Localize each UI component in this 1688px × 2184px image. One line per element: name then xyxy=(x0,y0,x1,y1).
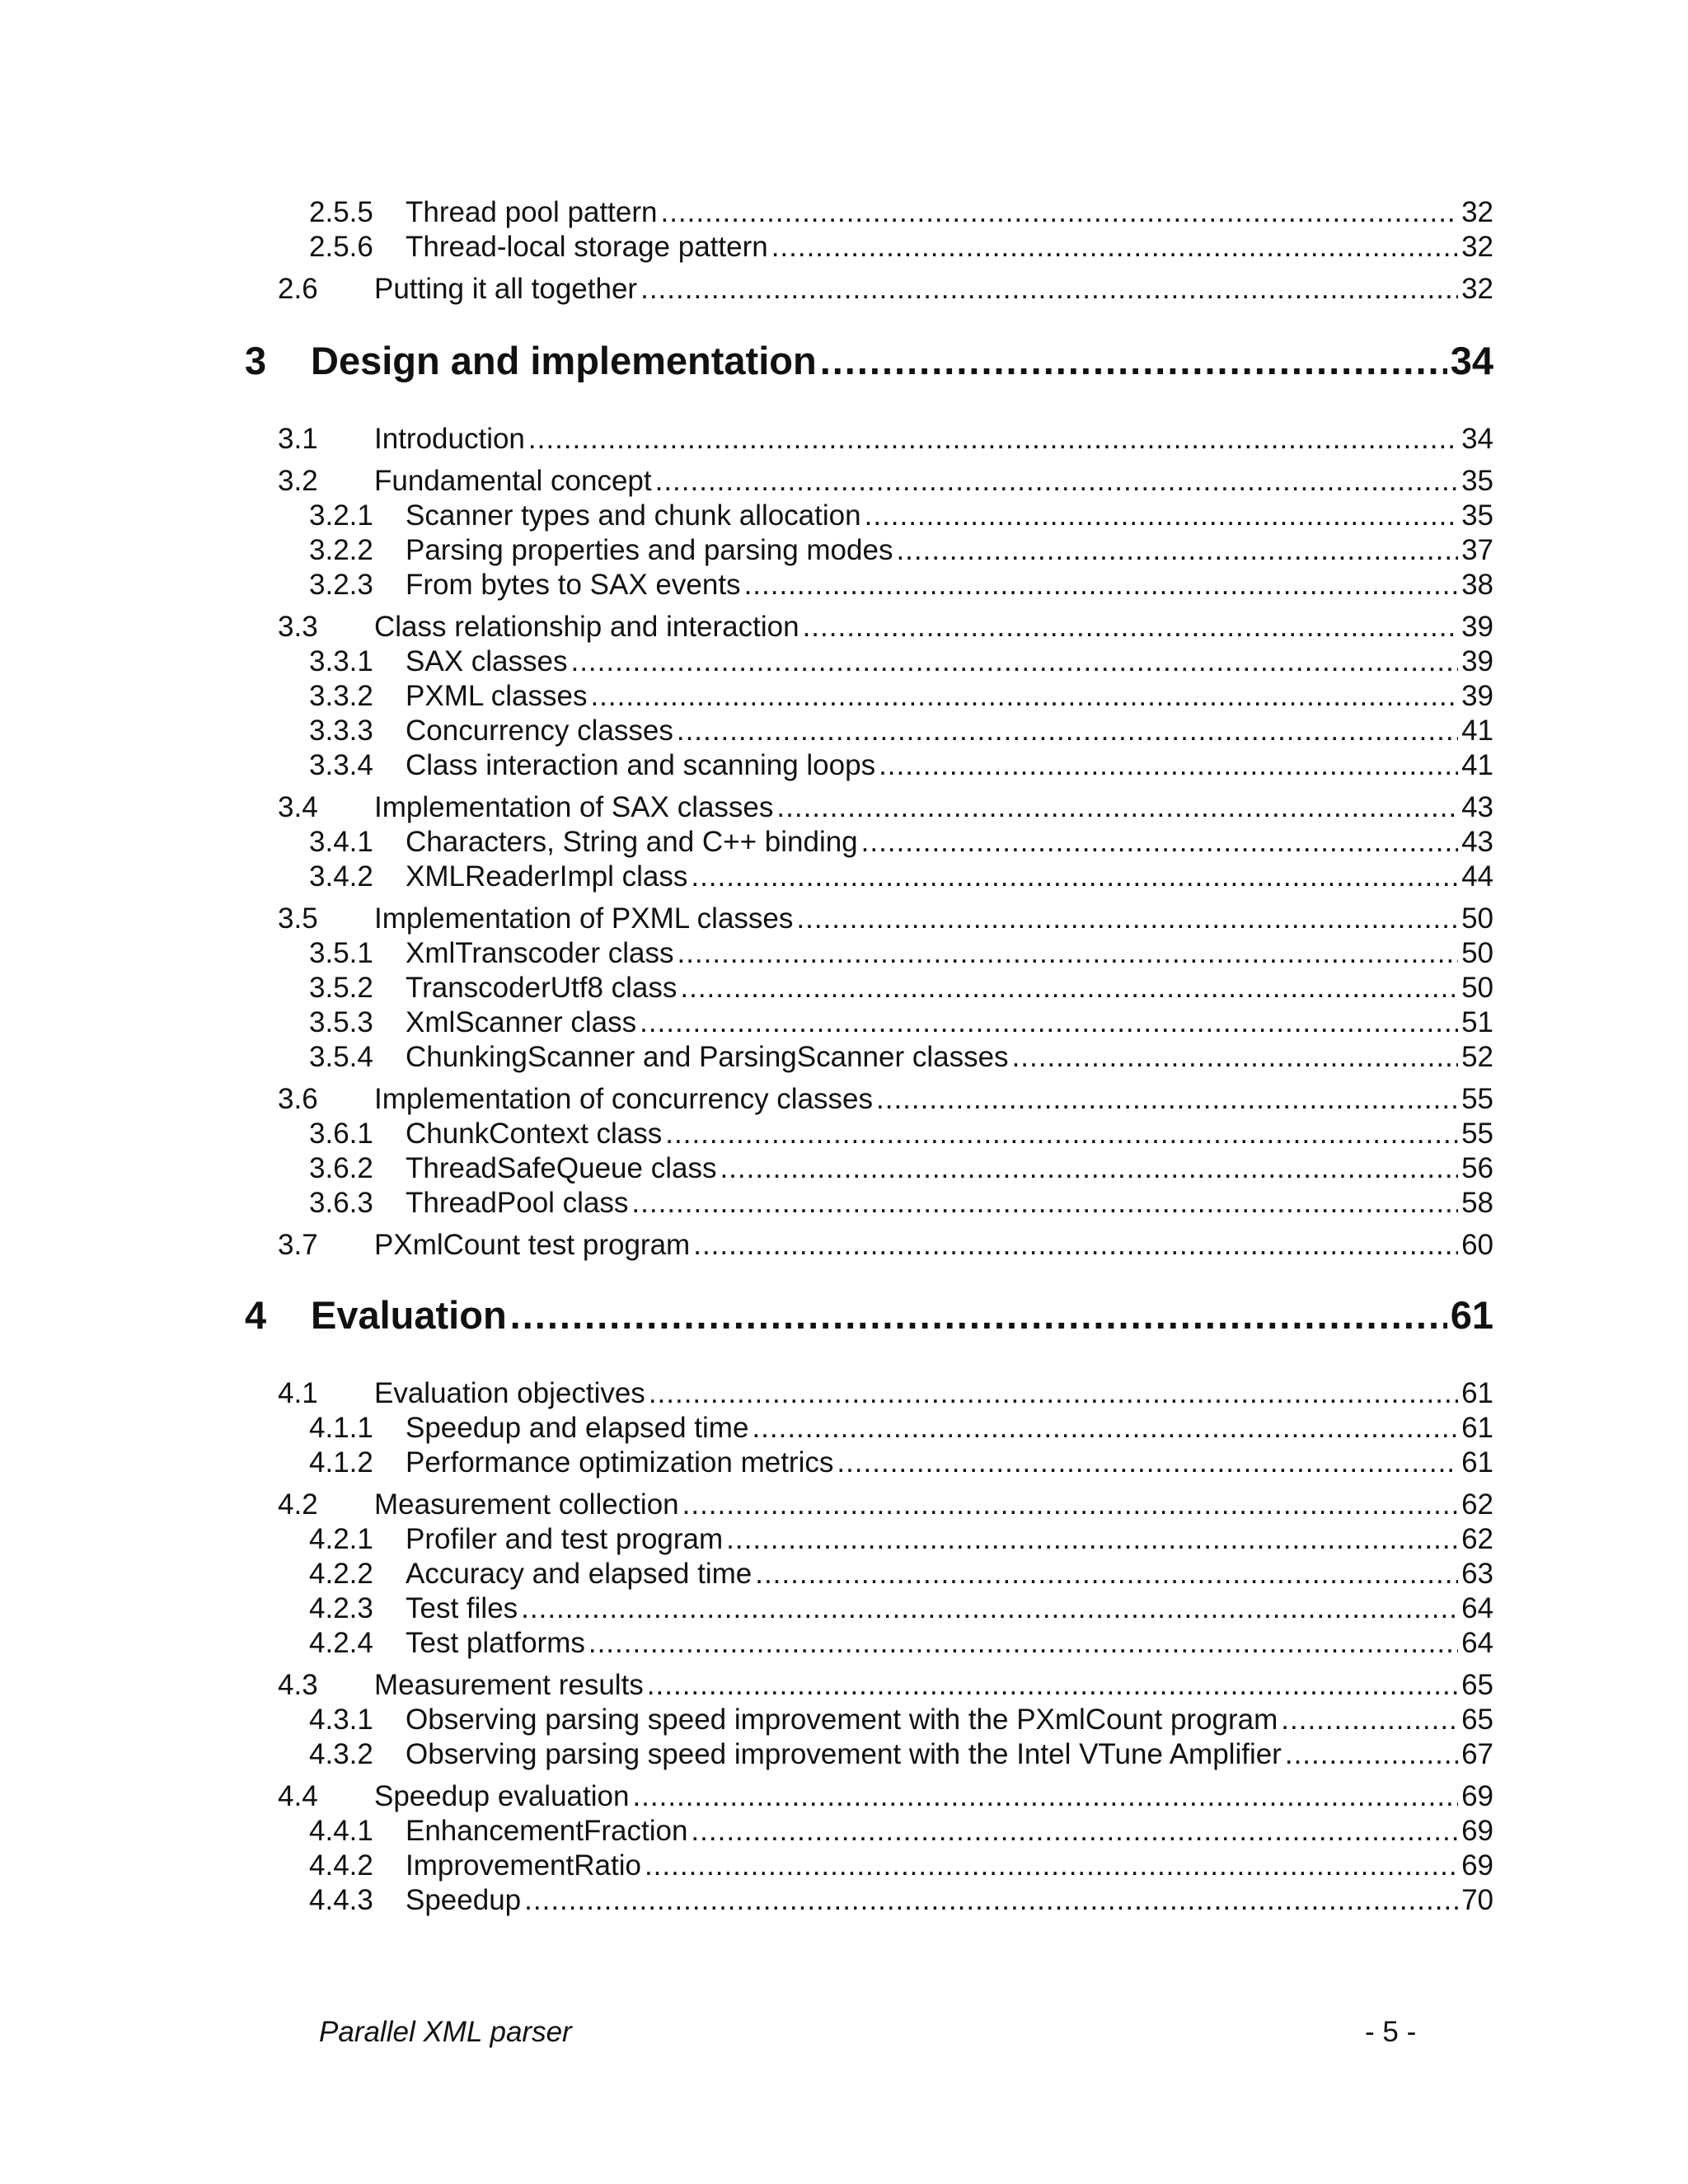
toc-entry-title: XmlScanner class xyxy=(406,1006,637,1038)
toc-entry-number: 3.3.1 xyxy=(309,645,373,677)
toc-entry xyxy=(309,714,1493,748)
toc-entry-page: 43 xyxy=(1461,791,1493,823)
toc-dot-leader xyxy=(588,1626,1458,1661)
toc-entry-number: 3.2.1 xyxy=(309,499,373,532)
toc-entry-number: 2.6 xyxy=(278,273,318,305)
toc-dot-leader xyxy=(691,860,1458,894)
toc-dot-leader xyxy=(655,464,1458,499)
toc-entry-title: Characters, String and C++ binding xyxy=(406,826,858,858)
toc-dot-leader xyxy=(649,1376,1458,1411)
toc-dot-leader xyxy=(682,1488,1458,1522)
toc-dot-leader xyxy=(645,1849,1458,1883)
toc-entry-title: Evaluation objectives xyxy=(374,1377,645,1409)
toc-dot-leader xyxy=(510,1292,1447,1338)
toc-entry-title: ImprovementRatio xyxy=(406,1849,641,1882)
toc-entry-title: Test platforms xyxy=(406,1627,585,1659)
toc-entry xyxy=(309,1446,1493,1480)
toc-entry xyxy=(309,1737,1493,1772)
toc-entry-number: 4 xyxy=(245,1293,267,1337)
toc-entry-title: Evaluation xyxy=(311,1293,507,1337)
toc-entry xyxy=(278,1488,1493,1522)
toc-dot-leader xyxy=(680,971,1458,1005)
toc-entry xyxy=(309,971,1493,1005)
toc-dot-leader xyxy=(590,679,1458,714)
toc-entry-number: 4.2 xyxy=(278,1488,318,1521)
toc-entry-page: 67 xyxy=(1461,1738,1493,1770)
toc-entry-title: Class interaction and scanning loops xyxy=(406,749,876,781)
toc-entry-number: 4.1 xyxy=(278,1377,318,1409)
toc-entry-number: 4.4 xyxy=(278,1780,318,1812)
toc-dot-leader xyxy=(1285,1737,1458,1772)
toc-entry-page: 44 xyxy=(1461,860,1493,893)
toc-entry-number: 3.6.3 xyxy=(309,1187,373,1219)
toc-dot-leader xyxy=(570,644,1458,679)
toc-entry xyxy=(309,499,1493,533)
toc-entry-number: 3.1 xyxy=(278,423,318,455)
toc-entry-title: SAX classes xyxy=(406,645,568,677)
toc-entry-page: 69 xyxy=(1461,1780,1493,1812)
toc-entry-page: 37 xyxy=(1461,534,1493,566)
toc-entry-title: Thread-local storage pattern xyxy=(406,231,768,263)
toc-dot-leader xyxy=(631,1186,1458,1221)
toc-entry-page: 63 xyxy=(1461,1558,1493,1590)
toc-entry xyxy=(278,1082,1493,1117)
toc-entry-page: 39 xyxy=(1461,645,1493,677)
toc-entry-title: Class relationship and interaction xyxy=(374,611,799,643)
toc-entry-page: 61 xyxy=(1461,1412,1493,1444)
toc-entry xyxy=(309,644,1493,679)
toc-entry xyxy=(309,1186,1493,1221)
toc-entry xyxy=(309,230,1493,265)
toc-dot-leader xyxy=(726,1522,1458,1557)
toc-dot-leader xyxy=(896,533,1458,568)
toc-entry-number: 4.2.1 xyxy=(309,1523,373,1555)
toc-entry xyxy=(278,1779,1493,1814)
toc-entry-page: 65 xyxy=(1461,1669,1493,1701)
toc-entry-number: 3.3.3 xyxy=(309,715,373,747)
toc-entry-page: 38 xyxy=(1461,569,1493,601)
toc-entry xyxy=(278,1228,1493,1263)
toc-entry xyxy=(309,1814,1493,1849)
toc-entry-title: Implementation of concurrency classes xyxy=(374,1083,873,1115)
toc-entry xyxy=(309,936,1493,971)
toc-entry-number: 2.5.5 xyxy=(309,196,373,228)
toc-entry-title: Concurrency classes xyxy=(406,715,673,747)
toc-dot-leader xyxy=(677,714,1458,748)
toc-chapter-entry xyxy=(245,338,1493,384)
toc-entry-number: 4.4.2 xyxy=(309,1849,373,1882)
toc-dot-leader xyxy=(632,1779,1458,1814)
footer-page-number: - 5 - xyxy=(1365,2016,1417,2048)
toc-entry-number: 3.6.1 xyxy=(309,1118,373,1150)
toc-entry-title: TranscoderUtf8 class xyxy=(406,972,678,1004)
toc-entry-title: XmlTranscoder class xyxy=(406,937,674,969)
toc-entry-title: Putting it all together xyxy=(374,273,638,305)
toc-entry-number: 4.4.3 xyxy=(309,1884,373,1916)
toc-entry xyxy=(309,195,1493,230)
toc-dot-leader xyxy=(640,1005,1458,1040)
toc-dot-leader xyxy=(776,790,1458,825)
toc-entry xyxy=(278,1668,1493,1703)
toc-entry xyxy=(278,790,1493,825)
toc-entry-number: 4.2.4 xyxy=(309,1627,373,1659)
toc-entry-number: 4.1.1 xyxy=(309,1412,373,1444)
toc-entry-title: ThreadPool class xyxy=(406,1187,629,1219)
toc-entry xyxy=(309,1040,1493,1075)
toc-entry-number: 3.3 xyxy=(278,611,318,643)
toc-entry xyxy=(309,1117,1493,1151)
toc-entry-title: Test files xyxy=(406,1592,518,1624)
toc-entry-title: PXmlCount test program xyxy=(374,1229,691,1261)
toc-entry-number: 3.2.3 xyxy=(309,569,373,601)
toc-entry-title: Speedup xyxy=(406,1884,522,1916)
toc-entry-number: 3.4 xyxy=(278,791,318,823)
toc-chapter-entry xyxy=(245,1292,1493,1338)
toc-entry-number: 4.2.3 xyxy=(309,1592,373,1624)
toc-entry-number: 3.5.1 xyxy=(309,937,373,969)
toc-entry-number: 4.3.1 xyxy=(309,1704,373,1736)
toc-entry xyxy=(309,1626,1493,1661)
toc-entry-number: 3.6.2 xyxy=(309,1152,373,1184)
toc-entry-number: 3.2.2 xyxy=(309,534,373,566)
toc-entry xyxy=(309,679,1493,714)
toc-entry-title: Measurement results xyxy=(374,1669,644,1701)
toc-entry xyxy=(309,1591,1493,1626)
toc-dot-leader xyxy=(691,1814,1458,1849)
toc-entry-title: Implementation of SAX classes xyxy=(374,791,774,823)
toc-entry xyxy=(309,533,1493,568)
toc-entry-title: Accuracy and elapsed time xyxy=(406,1558,753,1590)
toc-dot-leader xyxy=(796,902,1458,936)
toc-entry-page: 70 xyxy=(1461,1884,1493,1916)
toc-dot-leader xyxy=(665,1117,1458,1151)
toc-entry-number: 3.5.2 xyxy=(309,972,373,1004)
toc-entry-page: 50 xyxy=(1461,902,1493,935)
toc-entry-number: 4.4.1 xyxy=(309,1815,373,1847)
toc-entry-page: 62 xyxy=(1461,1488,1493,1521)
toc-entry-page: 64 xyxy=(1461,1592,1493,1624)
toc-entry-number: 4.2.2 xyxy=(309,1558,373,1590)
toc-entry-page: 41 xyxy=(1461,715,1493,747)
toc-entry-title: Parsing properties and parsing modes xyxy=(406,534,893,566)
toc-entry-title: Observing parsing speed improvement with the PXmlCount program xyxy=(406,1704,1278,1736)
toc-entry-title: PXML classes xyxy=(406,680,588,712)
toc-entry-number: 4.3.2 xyxy=(309,1738,373,1770)
toc-dot-leader xyxy=(640,272,1458,307)
toc-entry-title: ChunkingScanner and ParsingScanner classes xyxy=(406,1041,1009,1073)
toc-entry-page: 34 xyxy=(1450,339,1493,382)
toc-entry xyxy=(309,1151,1493,1186)
toc-dot-leader xyxy=(744,568,1459,602)
toc-dot-leader xyxy=(861,825,1458,860)
toc-entry-title: Observing parsing speed improvement with the Intel VTune Amplifier xyxy=(406,1738,1282,1770)
toc-entry-page: 61 xyxy=(1450,1293,1493,1337)
toc-entry-title: ChunkContext class xyxy=(406,1118,663,1150)
footer-title: Parallel XML parser xyxy=(319,2016,572,2048)
toc-entry-title: From bytes to SAX events xyxy=(406,569,741,601)
toc-entry-page: 50 xyxy=(1461,937,1493,969)
toc-entry-page: 64 xyxy=(1461,1627,1493,1659)
toc-entry-page: 39 xyxy=(1461,680,1493,712)
toc-dot-leader xyxy=(647,1668,1458,1703)
toc-entry xyxy=(309,1005,1493,1040)
toc-entry-title: Measurement collection xyxy=(374,1488,679,1521)
toc-entry-number: 3.5.4 xyxy=(309,1041,373,1073)
toc-entry-number: 3.7 xyxy=(278,1229,318,1261)
toc-entry-page: 65 xyxy=(1461,1704,1493,1736)
toc-entry-title: Profiler and test program xyxy=(406,1523,724,1555)
toc-dot-leader xyxy=(521,1591,1458,1626)
toc-entry-title: EnhancementFraction xyxy=(406,1815,688,1847)
toc-entry-page: 58 xyxy=(1461,1187,1493,1219)
toc-entry-page: 55 xyxy=(1461,1083,1493,1115)
toc-entry-title: Fundamental concept xyxy=(374,465,652,497)
toc-entry xyxy=(278,272,1493,307)
toc-entry-title: Thread pool pattern xyxy=(406,196,658,228)
toc-dot-leader xyxy=(876,1082,1458,1117)
toc-entry-title: XMLReaderImpl class xyxy=(406,860,688,893)
toc-entry-page: 69 xyxy=(1461,1815,1493,1847)
toc-dot-leader xyxy=(693,1228,1458,1263)
toc-entry-page: 35 xyxy=(1461,465,1493,497)
toc-dot-leader xyxy=(820,338,1447,384)
toc-dot-leader xyxy=(528,422,1458,457)
toc-dot-leader xyxy=(803,610,1458,644)
toc-entry xyxy=(309,748,1493,783)
toc-entry-page: 62 xyxy=(1461,1523,1493,1555)
toc-entry xyxy=(278,610,1493,644)
toc-entry-page: 69 xyxy=(1461,1849,1493,1882)
toc-entry-title: ThreadSafeQueue class xyxy=(406,1152,717,1184)
toc-entry-number: 4.3 xyxy=(278,1669,318,1701)
toc-entry-page: 34 xyxy=(1461,423,1493,455)
toc-entry-number: 3.6 xyxy=(278,1083,318,1115)
toc-entry xyxy=(278,1376,1493,1411)
toc-dot-leader xyxy=(865,499,1458,533)
toc-dot-leader xyxy=(755,1557,1458,1591)
toc-entry xyxy=(309,1703,1493,1737)
toc-entry-number: 2.5.6 xyxy=(309,231,373,263)
toc-entry-title: Implementation of PXML classes xyxy=(374,902,794,935)
toc-entry-number: 3.2 xyxy=(278,465,318,497)
toc-entry-page: 32 xyxy=(1461,196,1493,228)
toc-dot-leader xyxy=(1281,1703,1458,1737)
toc-entry-number: 3.5 xyxy=(278,902,318,935)
toc-entry xyxy=(309,1883,1493,1918)
toc-entry-page: 32 xyxy=(1461,231,1493,263)
toc-entry-page: 43 xyxy=(1461,826,1493,858)
toc-entry xyxy=(309,1411,1493,1446)
toc-entry-page: 41 xyxy=(1461,749,1493,781)
toc-entry xyxy=(309,1557,1493,1591)
toc-entry-title: Speedup and elapsed time xyxy=(406,1412,749,1444)
toc-entry xyxy=(278,902,1493,936)
toc-entry-number: 4.1.2 xyxy=(309,1446,373,1479)
toc-dot-leader xyxy=(1012,1040,1459,1075)
toc-entry-title: Speedup evaluation xyxy=(374,1780,630,1812)
toc-entry-number: 3.3.2 xyxy=(309,680,373,712)
toc-entry-number: 3 xyxy=(245,339,267,382)
toc-entry-page: 56 xyxy=(1461,1152,1493,1184)
toc-entry xyxy=(309,825,1493,860)
toc-entry-title: Introduction xyxy=(374,423,525,455)
toc-dot-leader xyxy=(771,230,1458,265)
toc-entry-number: 3.4.1 xyxy=(309,826,373,858)
toc-dot-leader xyxy=(524,1883,1458,1918)
toc-entry-number: 3.4.2 xyxy=(309,860,373,893)
toc-dot-leader xyxy=(752,1411,1458,1446)
toc-entry xyxy=(309,1849,1493,1883)
toc-entry-page: 35 xyxy=(1461,499,1493,532)
toc-entry-page: 55 xyxy=(1461,1118,1493,1150)
toc-entry xyxy=(278,422,1493,457)
toc-entry-title: Scanner types and chunk allocation xyxy=(406,499,861,532)
toc-dot-leader xyxy=(677,936,1458,971)
toc-entry-page: 32 xyxy=(1461,273,1493,305)
toc-entry-page: 61 xyxy=(1461,1377,1493,1409)
toc-entry-page: 61 xyxy=(1461,1446,1493,1479)
toc-dot-leader xyxy=(660,195,1458,230)
toc-entry-number: 3.3.4 xyxy=(309,749,373,781)
toc-entry-page: 50 xyxy=(1461,972,1493,1004)
toc-dot-leader xyxy=(837,1446,1458,1480)
toc-entry-page: 52 xyxy=(1461,1041,1493,1073)
toc-entry-number: 3.5.3 xyxy=(309,1006,373,1038)
toc-entry xyxy=(309,1522,1493,1557)
toc-dot-leader xyxy=(720,1151,1458,1186)
toc-entry-page: 51 xyxy=(1461,1006,1493,1038)
toc-dot-leader xyxy=(879,748,1458,783)
toc-entry-title: Performance optimization metrics xyxy=(406,1446,834,1479)
toc-entry xyxy=(278,464,1493,499)
toc-entry-page: 60 xyxy=(1461,1229,1493,1261)
toc-entry-page: 39 xyxy=(1461,611,1493,643)
toc-entry xyxy=(309,568,1493,602)
toc-entry-title: Design and implementation xyxy=(311,339,817,382)
toc-entry xyxy=(309,860,1493,894)
